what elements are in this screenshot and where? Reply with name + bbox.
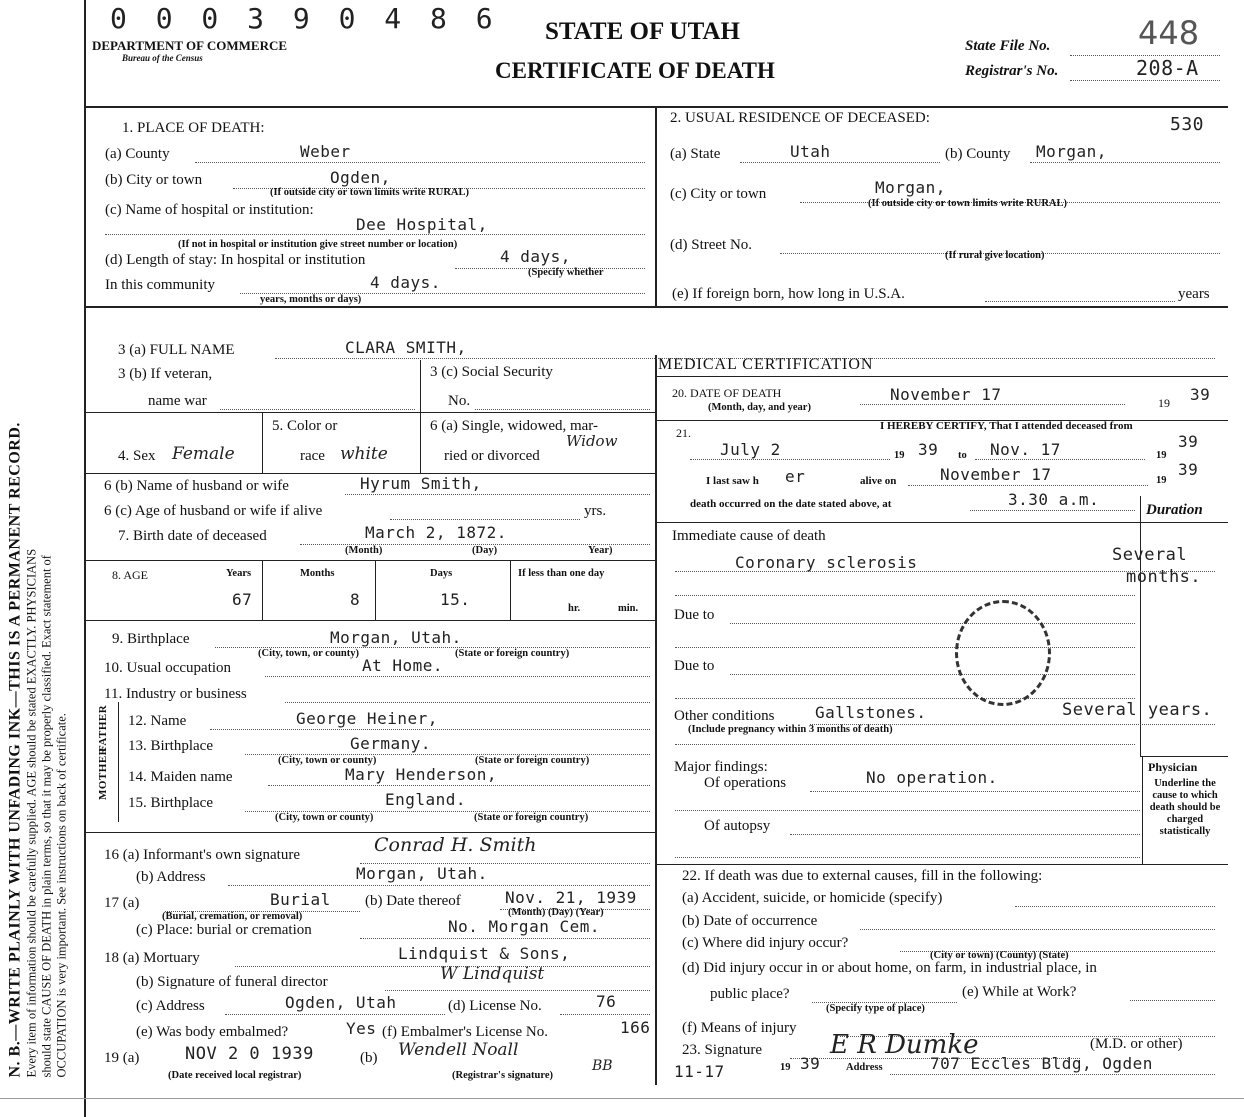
age-years-value: 67 bbox=[232, 590, 253, 609]
side-instruction-2: should state CAUSE OF DEATH in plain terms, so that it may be properly classified. Exact statement of bbox=[39, 555, 54, 1078]
injury-place-label-1: (d) Did injury occur in or about home, on farm, in industrial place, in bbox=[682, 960, 1097, 976]
mortuary-label: 18 (a) Mortuary bbox=[104, 950, 200, 966]
attended-to-label: to bbox=[958, 450, 967, 461]
embalmed-value: Yes bbox=[346, 1019, 377, 1038]
spouse-name-label: 6 (b) Name of husband or wife bbox=[104, 478, 289, 494]
residence-heading: 2. USUAL RESIDENCE OF DECEASED: bbox=[670, 110, 930, 126]
left-border bbox=[84, 0, 86, 1117]
death-county-label: (a) County bbox=[105, 146, 170, 162]
attended-from: July 2 bbox=[720, 440, 781, 459]
res-county-label: (b) County bbox=[945, 146, 1011, 162]
cause-duration-2: months. bbox=[1126, 567, 1202, 587]
occupation-label: 10. Usual occupation bbox=[104, 660, 232, 676]
cause-duration-1: Several bbox=[1112, 545, 1188, 565]
full-name-value: CLARA SMITH, bbox=[345, 338, 467, 357]
mother-maiden-value: Mary Henderson, bbox=[345, 765, 497, 784]
informant-signature: Conrad H. Smith bbox=[374, 834, 537, 856]
age-days-value: 15. bbox=[440, 590, 471, 609]
due-to-2-label: Due to bbox=[674, 658, 715, 674]
md-or-other-label: (M.D. or other) bbox=[1090, 1036, 1183, 1052]
attended-to-year: 39 bbox=[1178, 432, 1199, 451]
immediate-cause-value: Coronary sclerosis bbox=[735, 553, 918, 572]
registrar-19a-label: 19 (a) bbox=[104, 1050, 140, 1066]
burial-date-note: (Month) (Day) (Year) bbox=[508, 907, 604, 918]
dod-century: 19 bbox=[1158, 396, 1170, 410]
father-bp-note-state: (State or foreign country) bbox=[475, 755, 590, 766]
of-operations-label: Of operations bbox=[704, 775, 787, 791]
birthplace-note-state: (State or foreign country) bbox=[455, 648, 570, 659]
attended-to: Nov. 17 bbox=[990, 440, 1061, 459]
burial-date-value: Nov. 21, 1939 bbox=[505, 888, 637, 907]
veteran-label: 3 (b) If veteran, bbox=[118, 366, 213, 382]
pregnancy-note: (Include pregnancy within 3 months of death) bbox=[688, 724, 893, 735]
signature-date: 11-17 bbox=[674, 1062, 725, 1081]
physician-box-heading: Physician bbox=[1148, 760, 1198, 774]
state-file-label: State File No. bbox=[965, 38, 1051, 54]
mortuary-address-label: (c) Address bbox=[136, 998, 205, 1014]
physician-stamp-circle bbox=[955, 600, 1051, 706]
registrar-signature-note: (Registrar's signature) bbox=[452, 1070, 553, 1081]
operations-value: No operation. bbox=[866, 768, 998, 787]
marital-value: Widow bbox=[566, 432, 618, 450]
registrar-initials: BB bbox=[592, 1058, 613, 1074]
social-security-label: 3 (c) Social Security bbox=[430, 364, 553, 380]
age-less-label: If less than one day bbox=[518, 568, 605, 579]
veteran-war-label: name war bbox=[148, 393, 207, 409]
res-county-value: Morgan, bbox=[1036, 142, 1107, 161]
hospital-label: (c) Name of hospital or institution: bbox=[105, 202, 314, 218]
age-months-value: 8 bbox=[350, 590, 361, 609]
mortuary-address-value: Ogden, Utah bbox=[285, 993, 397, 1012]
major-findings-label: Major findings: bbox=[674, 759, 768, 775]
certificate-title: CERTIFICATE OF DEATH bbox=[495, 58, 775, 83]
date-of-death-note: (Month, day, and year) bbox=[708, 402, 811, 413]
immediate-cause-label: Immediate cause of death bbox=[672, 528, 826, 544]
community-label: In this community bbox=[105, 277, 215, 293]
side-instruction-3: OCCUPATION is very important. See instructions on back of certificate. bbox=[54, 713, 69, 1078]
signature-23-label: 23. Signature bbox=[682, 1042, 762, 1058]
father-bp-note-city: (City, town or county) bbox=[278, 755, 377, 766]
signature-century: 19 bbox=[780, 1062, 791, 1073]
side-instruction-1: Every item of information should be carefully supplied. AGE should be stated EXACTLY. PHYSICIANS bbox=[24, 548, 39, 1078]
death-county-value: Weber bbox=[300, 142, 351, 161]
mother-side-label: MOTHER bbox=[97, 746, 109, 800]
occurrence-date-label: (b) Date of occurrence bbox=[682, 913, 818, 929]
injury-location-note: (City or town) (County) (State) bbox=[930, 950, 1069, 961]
age-years-label: Years bbox=[226, 568, 252, 579]
attended-to-century: 19 bbox=[1156, 450, 1167, 461]
registrar-number: 208-A bbox=[1136, 56, 1199, 80]
birthplace-value: Morgan, Utah. bbox=[330, 628, 462, 647]
mother-maiden-label: 14. Maiden name bbox=[128, 769, 233, 785]
informant-address-value: Morgan, Utah. bbox=[356, 864, 488, 883]
external-causes-heading: 22. If death was due to external causes, fill in the following: bbox=[682, 868, 1043, 884]
mother-birthplace-label: 15. Birthplace bbox=[128, 795, 213, 811]
signature-year: 39 bbox=[800, 1054, 821, 1073]
dept-title: DEPARTMENT OF COMMERCE bbox=[92, 38, 288, 53]
stay-note: (Specify whether bbox=[528, 267, 604, 278]
race-value: white bbox=[340, 444, 388, 464]
hospital-value: Dee Hospital, bbox=[356, 215, 488, 234]
race-label: race bbox=[300, 448, 325, 464]
foreign-born-label: (e) If foreign born, how long in U.S.A. bbox=[672, 286, 905, 302]
date-of-death-label: 20. DATE OF DEATH bbox=[672, 386, 782, 400]
mother-bp-note-state: (State or foreign country) bbox=[474, 812, 589, 823]
ss-number-label: No. bbox=[448, 393, 471, 409]
last-saw-date: November 17 bbox=[940, 465, 1052, 484]
mother-bp-note-city: (City, town or county) bbox=[275, 812, 374, 823]
occupation-value: At Home. bbox=[362, 656, 444, 675]
registrar-signature: Wendell Noall bbox=[398, 1040, 519, 1060]
license-value: 76 bbox=[596, 992, 617, 1011]
state-heading: STATE OF UTAH bbox=[545, 18, 740, 45]
other-conditions-label: Other conditions bbox=[674, 708, 775, 724]
other-conditions-value: Gallstones. bbox=[815, 703, 927, 722]
physician-signature: E R Dumke bbox=[830, 1030, 979, 1060]
res-city-value: Morgan, bbox=[875, 178, 946, 197]
alive-on-label: alive on bbox=[860, 475, 897, 487]
embalmed-label: (e) Was body embalmed? bbox=[136, 1024, 289, 1040]
age-min-label: min. bbox=[618, 603, 639, 614]
received-date-stamp: NOV 2 0 1939 bbox=[185, 1044, 314, 1064]
registrar-19b-label: (b) bbox=[360, 1050, 378, 1066]
death-city-note: (If outside city or town limits write RURAL) bbox=[270, 187, 469, 198]
side-instructions bbox=[7, 78, 70, 1078]
physician-box-note: Underline the cause to which death should be charged statistically bbox=[1149, 778, 1221, 837]
injury-location-label: (c) Where did injury occur? bbox=[682, 935, 849, 951]
license-label: (d) License No. bbox=[448, 998, 542, 1014]
state-file-number: 448 bbox=[1138, 14, 1200, 52]
funeral-director-signature: W Lindquist bbox=[440, 964, 545, 984]
father-name-label: 12. Name bbox=[128, 713, 187, 729]
burial-17a-label: 17 (a) bbox=[104, 895, 140, 911]
death-city-value: Ogden, bbox=[330, 168, 391, 187]
res-state-label: (a) State bbox=[670, 146, 721, 162]
color-label: 5. Color or bbox=[272, 418, 338, 434]
registrar-no-label: Registrar's No. bbox=[965, 63, 1059, 79]
community-note: years, months or days) bbox=[260, 294, 362, 305]
death-city-label: (b) City or town bbox=[105, 172, 203, 188]
injury-place-note: (Specify type of place) bbox=[826, 1003, 925, 1014]
col-divider-bottom bbox=[655, 355, 657, 1085]
last-saw-pronoun: er bbox=[785, 467, 806, 486]
father-birthplace-value: Germany. bbox=[350, 734, 432, 753]
of-autopsy-label: Of autopsy bbox=[704, 818, 771, 834]
res-state-value: Utah bbox=[790, 142, 831, 161]
last-saw-year: 39 bbox=[1178, 460, 1199, 479]
industry-label: 11. Industry or business bbox=[104, 686, 247, 702]
birthplace-label: 9. Birthplace bbox=[112, 631, 190, 647]
due-to-1-label: Due to bbox=[674, 607, 715, 623]
spouse-age-label: 6 (c) Age of husband or wife if alive bbox=[104, 503, 323, 519]
accident-label: (a) Accident, suicide, or homicide (specify) bbox=[682, 890, 943, 906]
bureau-title: Bureau of the Census bbox=[122, 53, 203, 63]
disposition-value: Burial bbox=[270, 890, 331, 909]
death-time-label: death occurred on the date stated above, at bbox=[690, 498, 892, 510]
age-days-label: Days bbox=[430, 568, 453, 579]
residence-house-number: 530 bbox=[1170, 114, 1205, 135]
stay-label: (d) Length of stay: In hospital or institution bbox=[105, 252, 366, 268]
place-of-death-heading: 1. PLACE OF DEATH: bbox=[122, 120, 265, 136]
age-hr-label: hr. bbox=[568, 603, 581, 614]
sex-value: Female bbox=[172, 444, 235, 464]
last-saw-century: 19 bbox=[1156, 475, 1167, 486]
foreign-years-label: years bbox=[1178, 286, 1210, 302]
mortuary-value: Lindquist & Sons, bbox=[398, 944, 571, 963]
age-label: 8. AGE bbox=[112, 568, 148, 582]
res-street-label: (d) Street No. bbox=[670, 237, 753, 253]
sex-label: 4. Sex bbox=[118, 448, 156, 464]
embalmer-license-value: 166 bbox=[620, 1018, 651, 1037]
col-divider-top bbox=[655, 106, 657, 306]
received-date-note: (Date received local registrar) bbox=[168, 1070, 302, 1081]
date-of-death-value: November 17 bbox=[890, 385, 1002, 404]
signature-address-label: Address bbox=[846, 1062, 883, 1073]
marital-label-2: ried or divorced bbox=[444, 448, 540, 464]
birth-year-label: Year) bbox=[588, 545, 613, 556]
stay-value: 4 days, bbox=[500, 247, 571, 266]
informant-signature-label: 16 (a) Informant's own signature bbox=[104, 847, 300, 863]
attended-from-century: 19 bbox=[894, 450, 905, 461]
birth-day-label: (Day) bbox=[472, 545, 498, 556]
dod-year: 39 bbox=[1190, 385, 1211, 404]
res-city-note: (If outside city or town limits write RURAL) bbox=[868, 198, 1067, 209]
spouse-age-yrs: yrs. bbox=[584, 503, 607, 519]
section-divider bbox=[84, 306, 1228, 308]
other-conditions-duration: Several years. bbox=[1062, 700, 1213, 720]
hospital-note: (If not in hospital or institution give street number or location) bbox=[178, 239, 458, 250]
embalmer-license-label: (f) Embalmer's License No. bbox=[382, 1024, 548, 1040]
burial-place-value: No. Morgan Cem. bbox=[448, 917, 600, 936]
death-time-value: 3.30 a.m. bbox=[1008, 490, 1100, 509]
signature-address-value: 707 Eccles Bldg, Ogden bbox=[930, 1054, 1153, 1073]
means-of-injury-label: (f) Means of injury bbox=[682, 1020, 797, 1036]
certify-statement: I HEREBY CERTIFY, That I attended deceased from bbox=[880, 420, 1133, 432]
birthplace-note-city: (City, town, or county) bbox=[258, 648, 360, 659]
father-side-label: FATHER bbox=[97, 704, 109, 752]
community-value: 4 days. bbox=[370, 273, 441, 292]
injury-place-label-2: public place? bbox=[710, 986, 790, 1002]
spouse-name-value: Hyrum Smith, bbox=[360, 474, 482, 493]
birth-date-value: March 2, 1872. bbox=[365, 523, 507, 542]
side-instruction-ink: N. B.—WRITE PLAINLY WITH UNFADING INK—THIS IS A PERMANENT RECORD. bbox=[6, 422, 24, 1078]
informant-address-label: (b) Address bbox=[136, 869, 206, 885]
burial-date-label: (b) Date thereof bbox=[365, 893, 461, 909]
duration-heading: Duration bbox=[1146, 502, 1203, 518]
certificate-serial: 0 0 0 3 9 0 4 8 6 bbox=[110, 2, 499, 35]
father-name-value: George Heiner, bbox=[296, 709, 438, 728]
res-city-label: (c) City or town bbox=[670, 186, 767, 202]
while-at-work-label: (e) While at Work? bbox=[962, 984, 1077, 1000]
father-birthplace-label: 13. Birthplace bbox=[128, 738, 213, 754]
disposition-note: (Burial, cremation, or removal) bbox=[162, 911, 303, 922]
full-name-label: 3 (a) FULL NAME bbox=[118, 342, 235, 358]
funeral-director-label: (b) Signature of funeral director bbox=[136, 974, 328, 990]
last-saw-label: I last saw h bbox=[706, 475, 759, 487]
birth-month-label: (Month) bbox=[345, 545, 383, 556]
medical-cert-heading: MEDICAL CERTIFICATION bbox=[658, 356, 874, 373]
res-street-note: (If rural give location) bbox=[945, 250, 1045, 261]
cert-21-label: 21. bbox=[676, 426, 691, 440]
burial-place-label: (c) Place: burial or cremation bbox=[136, 922, 312, 938]
birth-date-label: 7. Birth date of deceased bbox=[118, 528, 267, 544]
age-months-label: Months bbox=[300, 568, 335, 579]
mother-birthplace-value: England. bbox=[385, 790, 467, 809]
marital-label: 6 (a) Single, widowed, mar- bbox=[430, 418, 598, 434]
attended-from-year: 39 bbox=[918, 440, 939, 459]
